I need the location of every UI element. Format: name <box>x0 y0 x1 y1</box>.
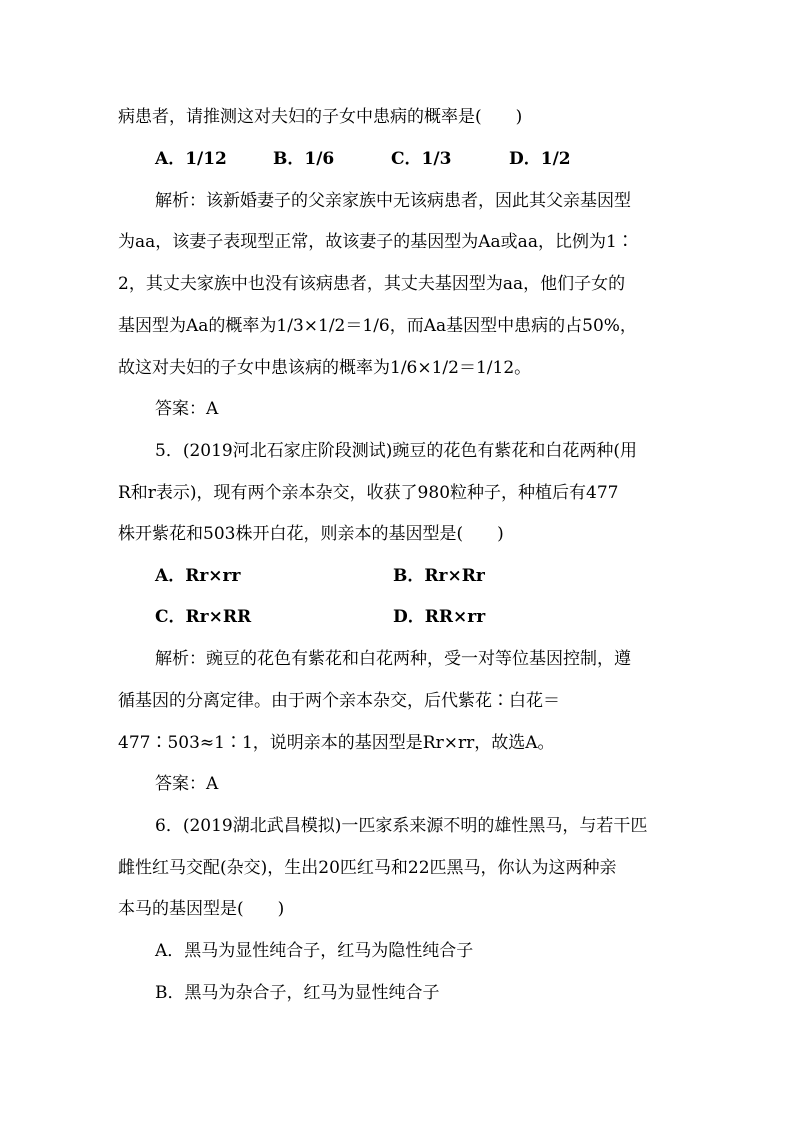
q5-option-d: D．RR×rr <box>393 607 486 627</box>
q5-analysis-line: 477∶503≈1∶1，说明亲本的基因型是Rr×rr，故选A。 <box>118 733 555 753</box>
q6-option-a: A．黑马为显性纯合子，红马为隐性纯合子 <box>155 941 474 961</box>
q4-analysis-line: 解析：该新婚妻子的父亲家族中无该病患者，因此其父亲基因型 <box>155 191 631 211</box>
q5-analysis-line: 循基因的分离定律。由于两个亲本杂交，后代紫花∶白花＝ <box>118 691 560 711</box>
q4-option-c: C．1/3 <box>391 149 452 169</box>
q4-analysis-line: 基因型为Aa的概率为1/3×1/2＝1/6，而Aa基因型中患病的占50%， <box>118 316 637 336</box>
q6-option-b: B．黑马为杂合子，红马为显性纯合子 <box>155 983 440 1003</box>
q4-option-d: D．1/2 <box>509 149 571 169</box>
q6-stem-line: 6．(2019湖北武昌模拟)一匹家系来源不明的雄性黑马，与若干匹 <box>155 816 648 836</box>
q4-options <box>155 147 678 171</box>
q5-stem-line: 5．(2019河北石家庄阶段测试)豌豆的花色有紫花和白花两种(用 <box>155 441 637 461</box>
q4-analysis-line: 为aa，该妻子表现型正常，故该妻子的基因型为Aa或aa，比例为1∶ <box>118 232 634 252</box>
q5-option-c: C．Rr×RR <box>155 607 252 627</box>
q4-option-a: A．1/12 <box>155 149 227 169</box>
q4-option-b: B．1/6 <box>273 149 335 169</box>
q5-stem-line: R和r表示)，现有两个亲本杂交，收获了980粒种子，种植后有477 <box>118 483 619 503</box>
q5-options-row-1 <box>155 564 678 588</box>
q4-analysis-line: 2，其丈夫家族中也没有该病患者，其丈夫基因型为aa，他们子女的 <box>118 274 626 294</box>
q5-option-b: B．Rr×Rr <box>393 566 485 586</box>
q6-stem-line: 雌性红马交配(杂交)，生出20匹红马和22匹黑马，你认为这两种亲 <box>118 858 617 878</box>
q4-answer: 答案：A <box>155 399 219 419</box>
q5-stem-line: 株开紫花和503株开白花，则亲本的基因型是( ) <box>118 524 504 544</box>
q4-analysis-line: 故这对夫妇的子女中患该病的概率为1/6×1/2＝1/12。 <box>118 358 532 378</box>
q5-option-a: A．Rr×rr <box>155 566 241 586</box>
q5-options-row-2 <box>155 605 678 629</box>
q4-stem-line: 病患者，请推测这对夫妇的子女中患病的概率是( ) <box>118 107 523 127</box>
q5-answer: 答案：A <box>155 774 219 794</box>
q6-stem-line: 本马的基因型是( ) <box>118 899 285 919</box>
q5-analysis-line: 解析：豌豆的花色有紫花和白花两种，受一对等位基因控制，遵 <box>155 649 631 669</box>
